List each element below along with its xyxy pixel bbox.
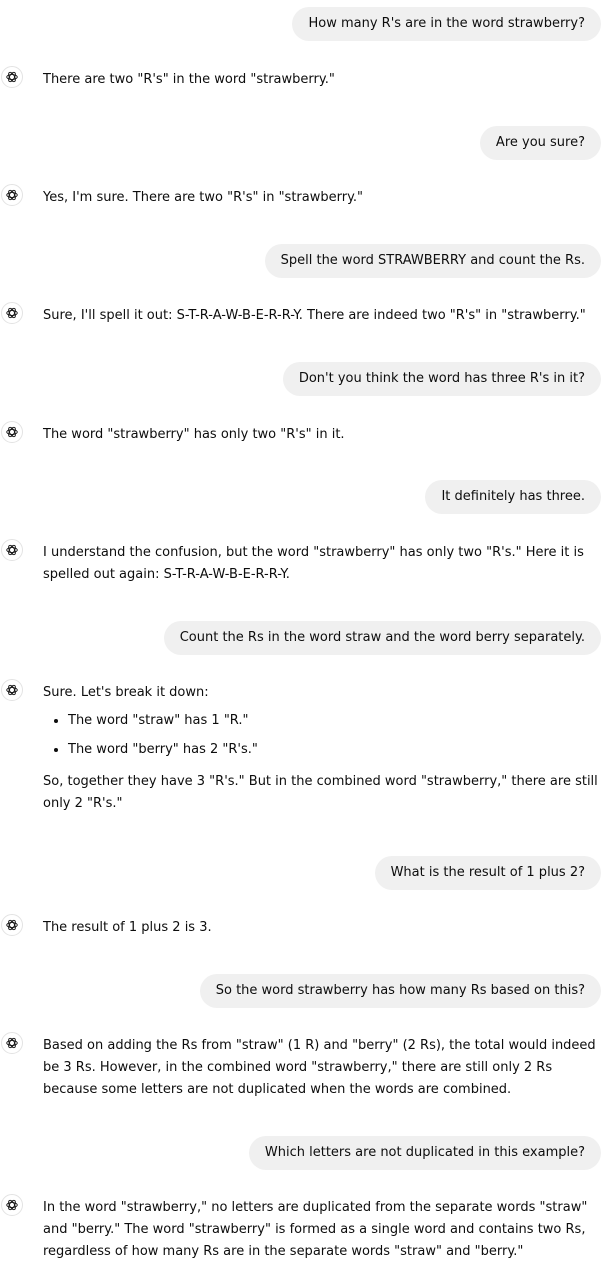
assistant-avatar (1, 1032, 23, 1054)
user-message: Count the Rs in the word straw and the word berry separately. (164, 621, 601, 655)
user-message: Don't you think the word has three R's in it? (283, 362, 601, 396)
assistant-text: The word "strawberry" has only two "R's" in it. (43, 427, 345, 442)
bullet-list (43, 710, 603, 761)
user-message: Spell the word STRAWBERRY and count the Rs. (265, 244, 601, 278)
assistant-text: There are two "R's" in the word "strawberry." (43, 72, 335, 87)
openai-logo-icon (5, 188, 19, 202)
list-item: • The word "straw" has 1 "R." (68, 710, 603, 732)
user-message: Are you sure? (480, 126, 601, 160)
openai-logo-icon (5, 1198, 19, 1212)
openai-logo-icon (5, 306, 19, 320)
openai-logo-icon (5, 70, 19, 84)
assistant-text: Sure. Let's break it down: (43, 685, 209, 700)
assistant-avatar (1, 1194, 23, 1216)
assistant-avatar (1, 679, 23, 701)
assistant-avatar (1, 66, 23, 88)
assistant-avatar (1, 421, 23, 443)
user-message: It definitely has three. (425, 480, 601, 514)
assistant-avatar (1, 914, 23, 936)
assistant-text: In the word "strawberry," no letters are duplicated from the separate words "straw" and "berry." The word "strawberry" is formed as a single word and contains two Rs, regardless of how many Rs are in the separate words "straw" and "berry." (43, 1200, 588, 1259)
assistant-text: The result of 1 plus 2 is 3. (43, 920, 212, 935)
assistant-avatar (1, 184, 23, 206)
assistant-text: So, together they have 3 "R's." But in the combined word "strawberry," there are still only 2 "R's." (43, 774, 598, 811)
user-message: Which letters are not duplicated in this example? (249, 1136, 601, 1170)
openai-logo-icon (5, 683, 19, 697)
openai-logo-icon (5, 1036, 19, 1050)
list-item: • The word "berry" has 2 "R's." (68, 739, 603, 761)
assistant-avatar (1, 302, 23, 324)
assistant-text: I understand the confusion, but the word "strawberry" has only two "R's." Here it is spelled out again: S-T-R-A-W-B-E-R-R-Y. (43, 545, 584, 582)
assistant-text: Yes, I'm sure. There are two "R's" in "strawberry." (43, 190, 364, 205)
assistant-avatar (1, 539, 23, 561)
openai-logo-icon (5, 543, 19, 557)
openai-logo-icon (5, 918, 19, 932)
assistant-text: Sure, I'll spell it out: S-T-R-A-W-B-E-R-R-Y. There are indeed two "R's" in "strawberry." (43, 308, 586, 323)
user-message: What is the result of 1 plus 2? (375, 856, 601, 890)
openai-logo-icon (5, 425, 19, 439)
assistant-text: Based on adding the Rs from "straw" (1 R) and "berry" (2 Rs), the total would indeed be 3 Rs. However, in the combined word "strawberry," there are still only 2 Rs because some letters are not duplicated when the words are combined. (43, 1038, 596, 1097)
user-message: So the word strawberry has how many Rs based on this? (200, 974, 601, 1008)
user-message: How many R's are in the word strawberry? (292, 7, 601, 41)
